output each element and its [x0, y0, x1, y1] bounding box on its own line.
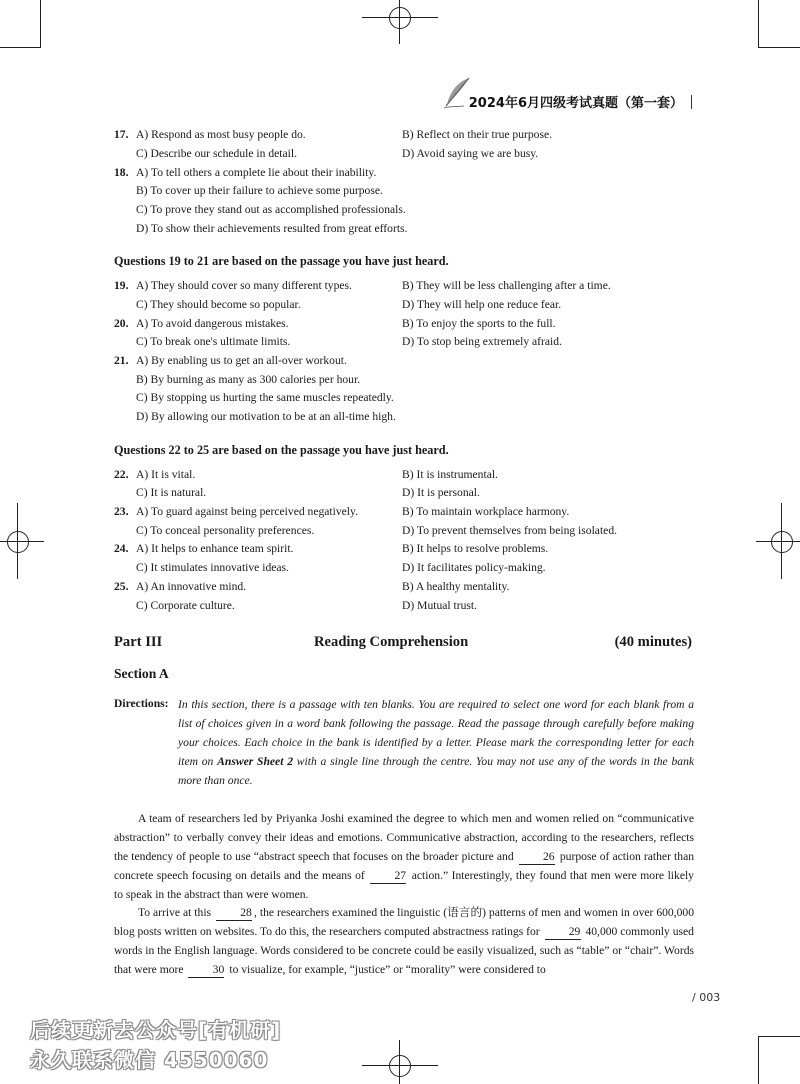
- blank-26: 26: [519, 850, 555, 865]
- question-number: 19.: [114, 279, 129, 292]
- passage-paragraph-1: A team of researchers led by Priyanka Joshi examined the degree to which men and women relied on “communicative abstraction” to verbally convey their ideas and emotions. Communicative abstraction, according to the researchers, reflects the tendency of people to use “abstract speech that focuses on the broader picture and 26 purpose of action rather than concrete speech focusing on details and the means of 27 action.” Interestingly, they found that men were more likely to speak in the abstract than were women.: [114, 812, 695, 901]
- directions-label: Directions:: [114, 697, 169, 710]
- section-heading-19-21: Questions 19 to 21 are based on the passage you have just heard.: [114, 254, 449, 268]
- option-d: D) They will help one reduce fear.: [402, 298, 562, 311]
- header-title: 2024年6月四级考试真题（第一套）: [468, 96, 683, 111]
- option-b: B) By burning as many as 300 calories per hour.: [136, 373, 361, 386]
- option-c: C) Corporate culture.: [136, 599, 235, 612]
- answer-sheet-ref: Answer Sheet 2: [217, 754, 294, 768]
- crop-mark: [0, 47, 40, 48]
- option-a: A) It is vital.: [136, 468, 196, 481]
- directions-text: In this section, there is a passage with ten blanks. You are required to select one word for each blank from a list of choices given in a word bank following the passage. Read the passage through carefully before making your choices. Each choice in the bank is identified by a letter. Please mark the corresponding letter for each item on Answer Sheet 2 with a single line through the centre. You may not use any of the words in the bank more than once.: [178, 698, 695, 787]
- option-d: D) By allowing our motivation to be at an all-time high.: [136, 410, 396, 423]
- question-number: 25.: [114, 580, 129, 593]
- blank-28: 28: [216, 906, 252, 921]
- crop-mark: [758, 47, 800, 48]
- crop-mark: [758, 1036, 800, 1037]
- question-number: 20.: [114, 317, 129, 330]
- page-number: / 003: [692, 991, 721, 1004]
- option-a: A) Respond as most busy people do.: [136, 128, 306, 141]
- watermark-line-1: 后续更新去公众号[有机研]: [30, 1018, 282, 1042]
- crop-mark: [40, 0, 41, 48]
- question-number: 21.: [114, 354, 129, 367]
- option-c: C) It stimulates innovative ideas.: [136, 561, 289, 574]
- option-c: C) It is natural.: [136, 486, 207, 499]
- option-d: D) To show their achievements resulted from great efforts.: [136, 222, 408, 235]
- option-a: A) It helps to enhance team spirit.: [136, 542, 294, 555]
- question-number: 24.: [114, 542, 129, 555]
- section-heading-22-25: Questions 22 to 25 are based on the passage you have just heard.: [114, 443, 449, 457]
- option-c: C) To prove they stand out as accomplished professionals.: [136, 203, 406, 216]
- option-c: C) Describe our schedule in detail.: [136, 147, 297, 160]
- section-title: Section A: [114, 666, 169, 681]
- blank-29: 29: [545, 925, 581, 940]
- option-a: A) To guard against being perceived negatively.: [136, 505, 358, 518]
- watermark-line-2: 永久联系微信 4550060: [30, 1048, 269, 1072]
- blank-27: 27: [370, 869, 406, 884]
- option-b: B) It helps to resolve problems.: [402, 542, 549, 555]
- option-b: B) They will be less challenging after a time.: [402, 279, 611, 292]
- option-c: C) To conceal personality preferences.: [136, 524, 315, 537]
- option-a: A) To tell others a complete lie about their inability.: [136, 166, 377, 179]
- option-c: C) By stopping us hurting the same muscles repeatedly.: [136, 391, 394, 404]
- option-a: A) To avoid dangerous mistakes.: [136, 317, 289, 330]
- header-divider: [691, 95, 692, 109]
- quill-icon: [442, 76, 472, 110]
- option-d: D) It facilitates policy-making.: [402, 561, 546, 574]
- option-b: B) To maintain workplace harmony.: [402, 505, 570, 518]
- option-a: A) An innovative mind.: [136, 580, 247, 593]
- option-b: B) It is instrumental.: [402, 468, 498, 481]
- option-b: B) Reflect on their true purpose.: [402, 128, 553, 141]
- option-d: D) It is personal.: [402, 486, 480, 499]
- crop-mark: [758, 1036, 759, 1084]
- part-title: Reading Comprehension: [314, 634, 469, 650]
- option-c: C) They should become so popular.: [136, 298, 301, 311]
- option-b: B) To cover up their failure to achieve some purpose.: [136, 184, 383, 197]
- page-header: [469, 92, 692, 111]
- option-a: A) By enabling us to get an all-over workout.: [136, 354, 347, 367]
- option-b: B) A healthy mentality.: [402, 580, 510, 593]
- option-d: D) Mutual trust.: [402, 599, 478, 612]
- option-a: A) They should cover so many different types.: [136, 279, 352, 292]
- option-d: D) To prevent themselves from being isolated.: [402, 524, 618, 537]
- question-number: 17.: [114, 128, 129, 141]
- option-d: D) To stop being extremely afraid.: [402, 335, 562, 348]
- option-b: B) To enjoy the sports to the full.: [402, 317, 556, 330]
- question-number: 22.: [114, 468, 129, 481]
- part-heading: [114, 634, 692, 654]
- passage-paragraph-2: To arrive at this 28 , the researchers examined the linguistic (语言的) patterns of men and women in over 600,000 blog posts written on websites. To do this, the researchers computed abstractness ratings for 29 40,000 commonly used words in the English language. Words considered to be concrete could be easily visualized, such as “table” or “chair”. Words that were more 30 to visualize, for example, “justice” or “morality” were considered to: [114, 906, 694, 976]
- blank-30: 30: [188, 963, 224, 978]
- question-number: 23.: [114, 505, 129, 518]
- question-number: 18.: [114, 166, 129, 179]
- part-label: Part III: [114, 634, 163, 650]
- option-d: D) Avoid saying we are busy.: [402, 147, 539, 160]
- option-c: C) To break one's ultimate limits.: [136, 335, 291, 348]
- crop-mark: [758, 0, 759, 48]
- part-time: (40 minutes): [614, 634, 692, 650]
